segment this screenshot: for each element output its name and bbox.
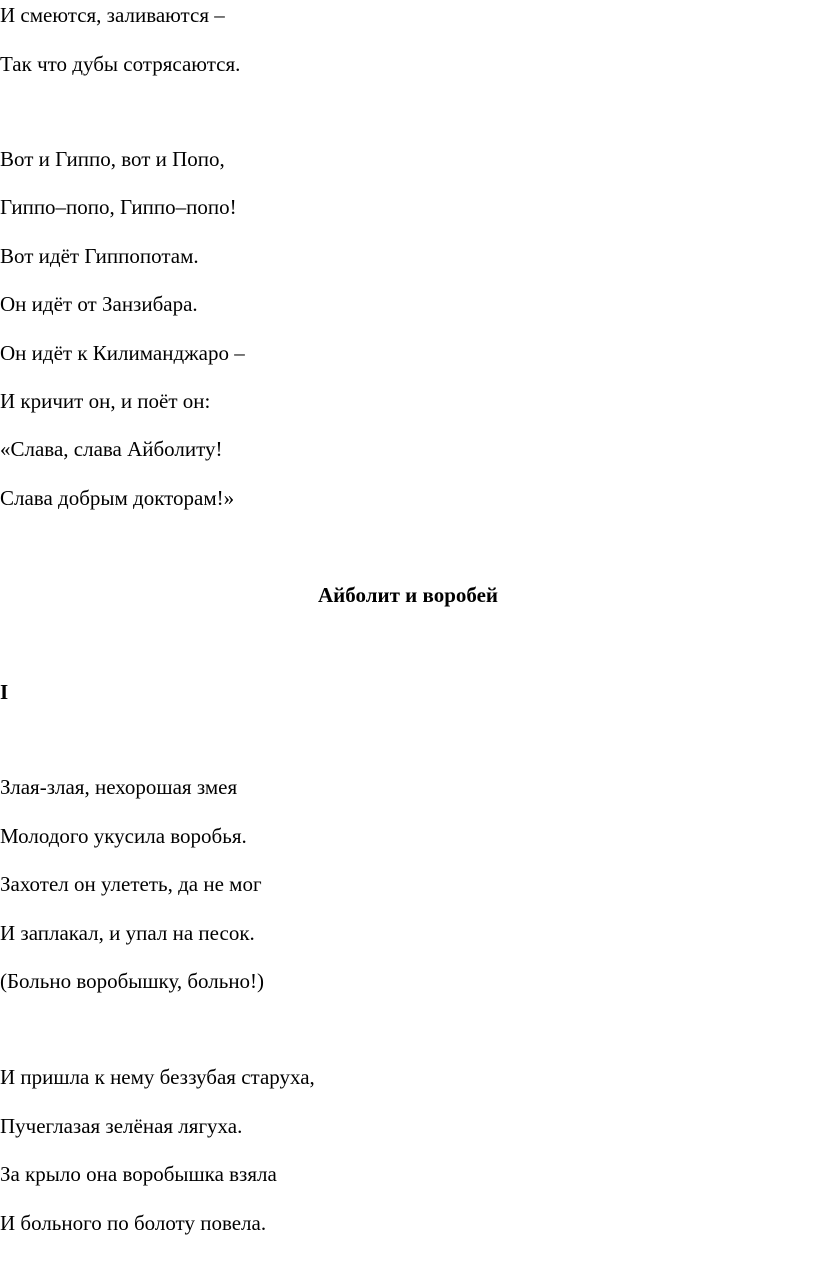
poem-line: Молодого укусила воробья. bbox=[0, 824, 247, 848]
poem-line: И больного по болоту повела. bbox=[0, 1211, 267, 1235]
poem-line: И пришла к нему беззубая старуха, bbox=[0, 1065, 315, 1089]
poem-line: «Слава, слава Айболиту! bbox=[0, 437, 223, 461]
chapter-title: Айболит и воробей bbox=[317, 583, 499, 607]
poem-line: И кричит он, и поёт он: bbox=[0, 389, 211, 413]
section-number: I bbox=[0, 680, 9, 704]
poem-line: И смеются, заливаются – bbox=[0, 3, 225, 27]
poem-line: И заплакал, и упал на песок. bbox=[0, 921, 255, 945]
poem-line: Вот и Гиппо, вот и Попо, bbox=[0, 147, 225, 171]
poem-line: Слава добрым докторам!» bbox=[0, 486, 235, 510]
poem-line: За крыло она воробышка взяла bbox=[0, 1162, 277, 1186]
poem-line: Так что дубы сотрясаются. bbox=[0, 52, 241, 76]
poem-line: Злая-злая, нехорошая змея bbox=[0, 775, 238, 799]
poem-line: Он идёт от Занзибара. bbox=[0, 292, 198, 316]
poem-line: Захотел он улететь, да не мог bbox=[0, 872, 262, 896]
poem-line: Гиппо–попо, Гиппо–попо! bbox=[0, 195, 237, 219]
poem-line: Он идёт к Килиманджаро – bbox=[0, 341, 245, 365]
poem-line: (Больно воробышку, больно!) bbox=[0, 969, 265, 993]
poem-line: Пучеглазая зелёная лягуха. bbox=[0, 1114, 243, 1138]
poem-line: Вот идёт Гиппопотам. bbox=[0, 244, 199, 268]
